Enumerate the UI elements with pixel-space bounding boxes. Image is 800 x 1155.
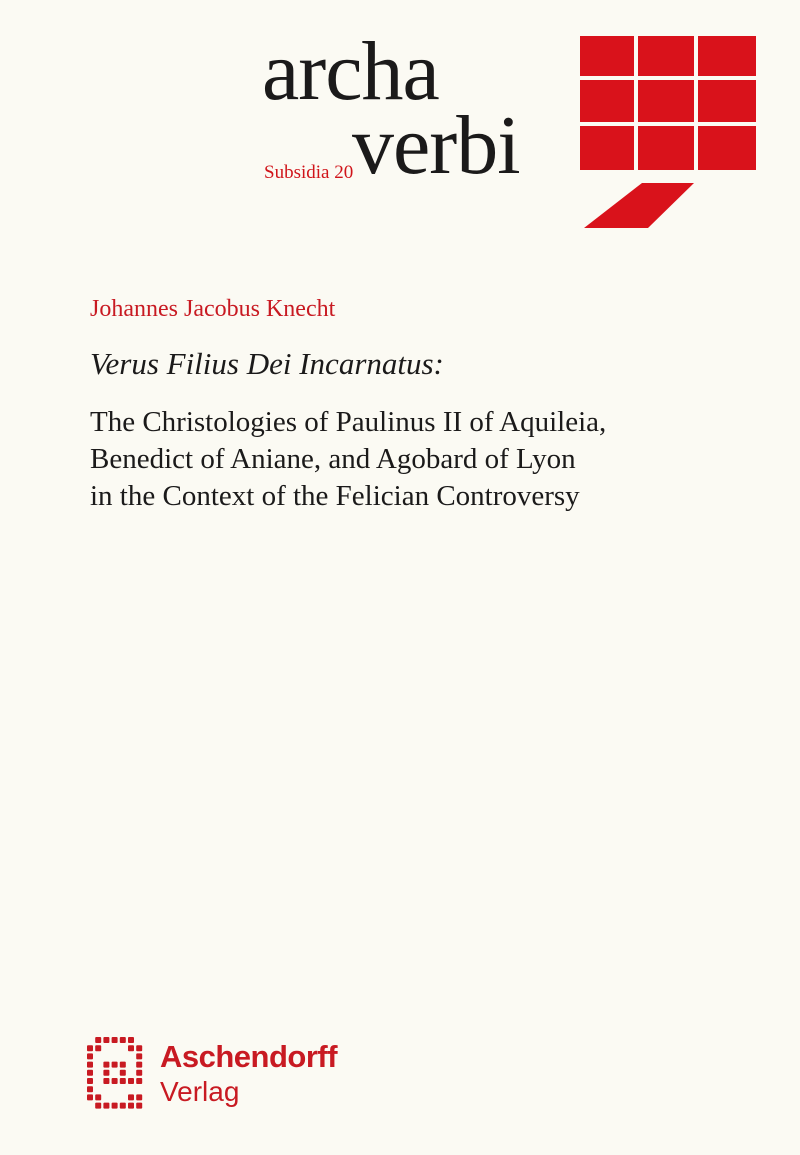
subtitle-line: The Christologies of Paulinus II of Aquileia, xyxy=(90,406,607,438)
publisher-logo-icon xyxy=(86,1036,152,1112)
author-name: Johannes Jacobus Knecht xyxy=(90,296,336,322)
subseries-label: Subsidia 20 xyxy=(264,162,354,183)
series-name-line2: verbi xyxy=(352,99,520,192)
book-subtitle xyxy=(90,404,606,515)
series-name-line1: archa xyxy=(262,25,439,118)
publisher-name: Aschendorff xyxy=(160,1039,338,1074)
subtitle-line: in the Context of the Felician Controversy xyxy=(90,480,580,512)
book-title: Verus Filius Dei Incarnatus: xyxy=(90,346,444,381)
subtitle-line: Benedict of Aniane, and Agobard of Lyon xyxy=(90,443,576,475)
series-logo-icon xyxy=(580,36,756,228)
publisher-subname: Verlag xyxy=(160,1076,240,1107)
